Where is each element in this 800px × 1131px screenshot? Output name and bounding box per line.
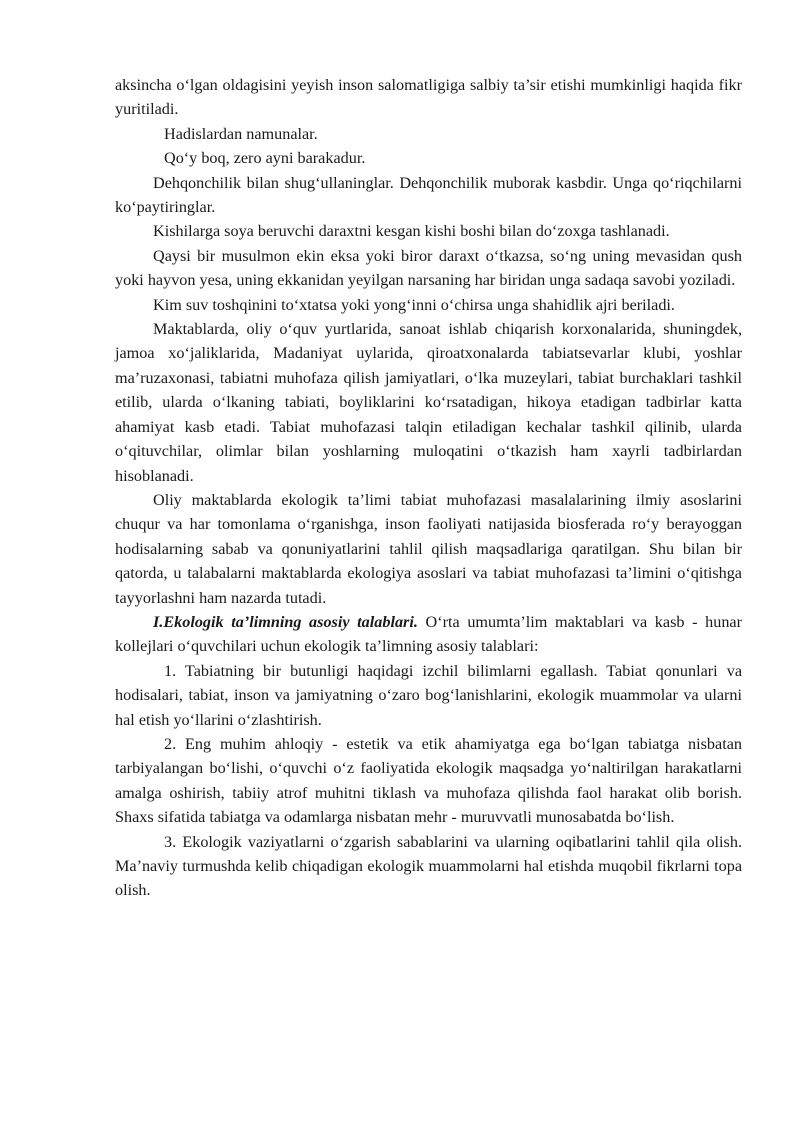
section-heading: I.Ekologik ta’limning asosiy talablari.: [153, 612, 418, 631]
hadis-quote: Kishilarga soya beruvchi daraxtni kesgan kishi boshi bilan do‘zoxga tashlanadi.: [153, 222, 670, 241]
body-paragraph: Maktablarda, oliy o‘quv yurtlarida, sanoat ishlab chiqarish korxonalarida, shuningdek, jamoa xo‘jaliklarida, Madaniyat uylarida, qiroatxonalarda tabiatsevarlar klubi, yoshlar ma’ruzaxonasi, tabiatni muhofaza qilish jamiyatlari, o‘lka muzeylari, tabiat burchaklari tashkil etilib, ularda o‘lkaning tabiati, boyliklarini ko‘rsatadigan, hikoya etadigan tadbirlar katta ahamiyat kasb etadi. Tabiat muhofazasi talqin etiladigan kechalar tashkil qilinib, ularda o‘qituvchilar, olimlar bilan yoshlarning muloqatini o‘tkazish ham xayrli tadbirlardan hisoblanadi.: [115, 320, 742, 485]
hadis-quote: Qaysi bir musulmon ekin eksa yoki biror daraxt o‘tkazsa, so‘ng uning mevasidan qush yoki hayvon yesa, uning ekkanidan yeyilgan narsaning har biridan unga sadaqa savobi yoziladi.: [115, 246, 742, 290]
section-intro-text: O‘rta umumta’lim maktablari va kasb - hunar kollejlari o‘quvchilari uchun ekologik ta’limning asosiy talablari:: [115, 612, 742, 656]
list-item: 2. Eng muhim ahloqiy - estetik va etik ahamiyatga ega bo‘lgan tabiatga nisbatan tarbiyalangan bo‘lishi, o‘quvchi o‘z faoliyatida ekologik maqsadga yo‘naltirilgan harakatlarni amalga oshirish, tabiiy atrof muhitni tiklash va muhofaza qilishda faol harakat olib borish. Shaxs sifatida tabiatga va odamlarga nisbatan mehr - muruvvatli munosabatda bo‘lish.: [115, 734, 742, 827]
list-item: 1. Tabiatning bir butunligi haqidagi izchil bilimlarni egallash. Tabiat qonunlari va hodisalari, tabiat, inson va jamiyatning o‘zaro bog‘lanishlarini, ekologik muammolar va ularni hal etish yo‘llarini o‘zlashtirish.: [115, 661, 742, 729]
hadis-quote: Qo‘y boq, zero ayni barakadur.: [164, 149, 366, 168]
hadis-quote: Kim suv toshqinini to‘xtatsa yoki yong‘inni o‘chirsa unga shahidlik ajri beriladi.: [153, 295, 675, 314]
document-page: [115, 73, 742, 903]
section-paragraph: [115, 610, 742, 659]
body-paragraph: Oliy maktablarda ekologik ta’limi tabiat muhofazasi masalalarining ilmiy asoslarini chuqur va har tomonlama o‘rganishga, inson faoliyati natijasida biosferada ro‘y berayoggan hodisalarning sabab va qonuniyatlarini tahlil qilish maqsadlariga qaratilgan. Shu bilan bir qatorda, u talabalarni maktablarda ekologiya asoslari va tabiat muhofazasi ta’limini o‘qitishga tayyorlashni ham nazarda tutadi.: [115, 490, 742, 607]
hadis-heading: Hadislardan namunalar.: [164, 124, 318, 143]
list-item: 3. Ekologik vaziyatlarni o‘zgarish sabablarini va ularning oqibatlarini tahlil qila olish. Ma’naviy turmushda kelib chiqadigan ekologik muammolarni hal etishda muqobil fikrlarni topa olish.: [115, 832, 742, 900]
hadis-quote: Dehqonchilik bilan shug‘ullaninglar. Dehqonchilik muborak kasbdir. Unga qo‘riqchilarni ko‘paytiringlar.: [115, 173, 742, 217]
paragraph-continuation: aksincha o‘lgan oldagisini yeyish inson salomatligiga salbiy ta’sir etishi mumkinligi haqida fikr yuritiladi.: [115, 76, 742, 119]
